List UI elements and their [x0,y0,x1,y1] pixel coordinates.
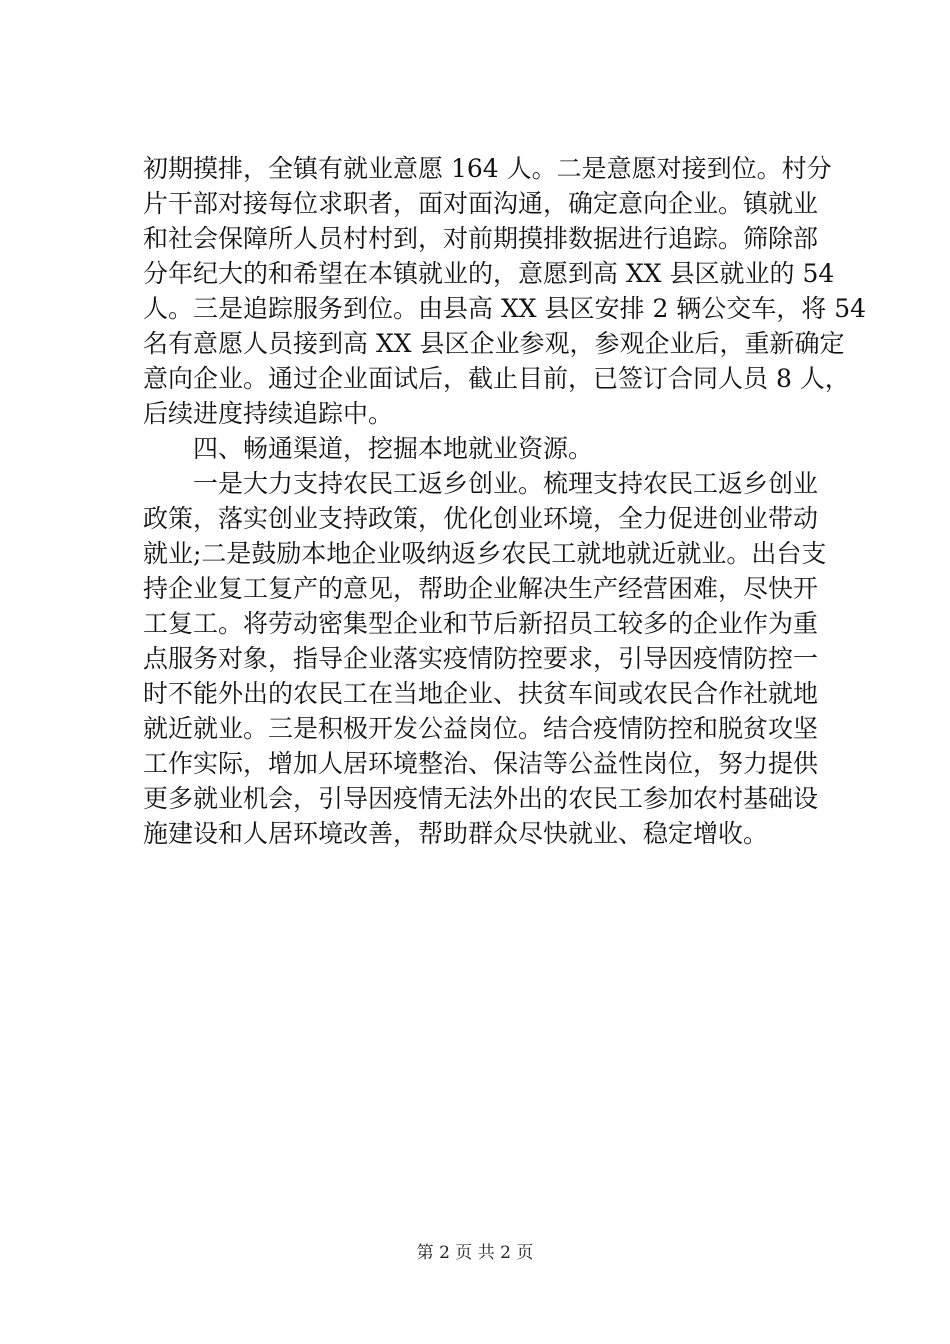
text-line: 后续进度持续追踪中。 [143,399,394,428]
text-line: 和社会保障所人员村村到，对前期摸排数据进行追踪。筛除部 [143,224,819,253]
text-line: 工复工。将劳动密集型企业和节后新招员工较多的企业作为重 [143,609,819,638]
text-line: 施建设和人居环境改善，帮助群众尽快就业、稳定增收。 [143,819,769,848]
text-line: 片干部对接每位求职者，面对面沟通，确定意向企业。镇就业 [143,189,819,218]
text-line: 更多就业机会，引导因疫情无法外出的农民工参加农村基础设 [143,784,819,813]
text-line: 初期摸排，全镇有就业意愿 164 人。二是意愿对接到位。村分 [143,154,832,183]
text-line: 工作实际，增加人居环境整治、保洁等公益性岗位，努力提供 [143,749,819,778]
document-body [143,151,867,851]
page-footer [0,1240,950,1266]
section-heading: 四、畅通渠道，挖掘本地就业资源。 [193,434,594,463]
text-line: 持企业复工复产的意见，帮助企业解决生产经营困难，尽快开 [143,574,819,603]
text-line: 分年纪大的和希望在本镇就业的，意愿到高 XX 县区就业的 54 [143,259,835,288]
text-line: 就近就业。三是积极开发公益岗位。结合疫情防控和脱贫攻坚 [143,714,819,743]
text-line: 意向企业。通过企业面试后，截止目前，已签订合同人员 8 人， [143,364,850,393]
text-line: 一是大力支持农民工返乡创业。梳理支持农民工返乡创业 [193,469,819,498]
text-line: 时不能外出的农民工在当地企业、扶贫车间或农民合作社就地 [143,679,819,708]
text-line: 点服务对象，指导企业落实疫情防控要求，引导因疫情防控一 [143,644,819,673]
text-line: 名有意愿人员接到高 XX 县区企业参观，参观企业后，重新确定 [143,329,845,358]
page-number-label: 第 2 页 共 2 页 [416,1243,534,1263]
text-line: 就业;二是鼓励本地企业吸纳返乡农民工就地就近就业。出台支 [143,539,827,568]
text-line: 政策，落实创业支持政策，优化创业环境，全力促进创业带动 [143,504,819,533]
text-line: 人。三是追踪服务到位。由县高 XX 县区安排 2 辆公交车，将 54 [143,294,867,323]
